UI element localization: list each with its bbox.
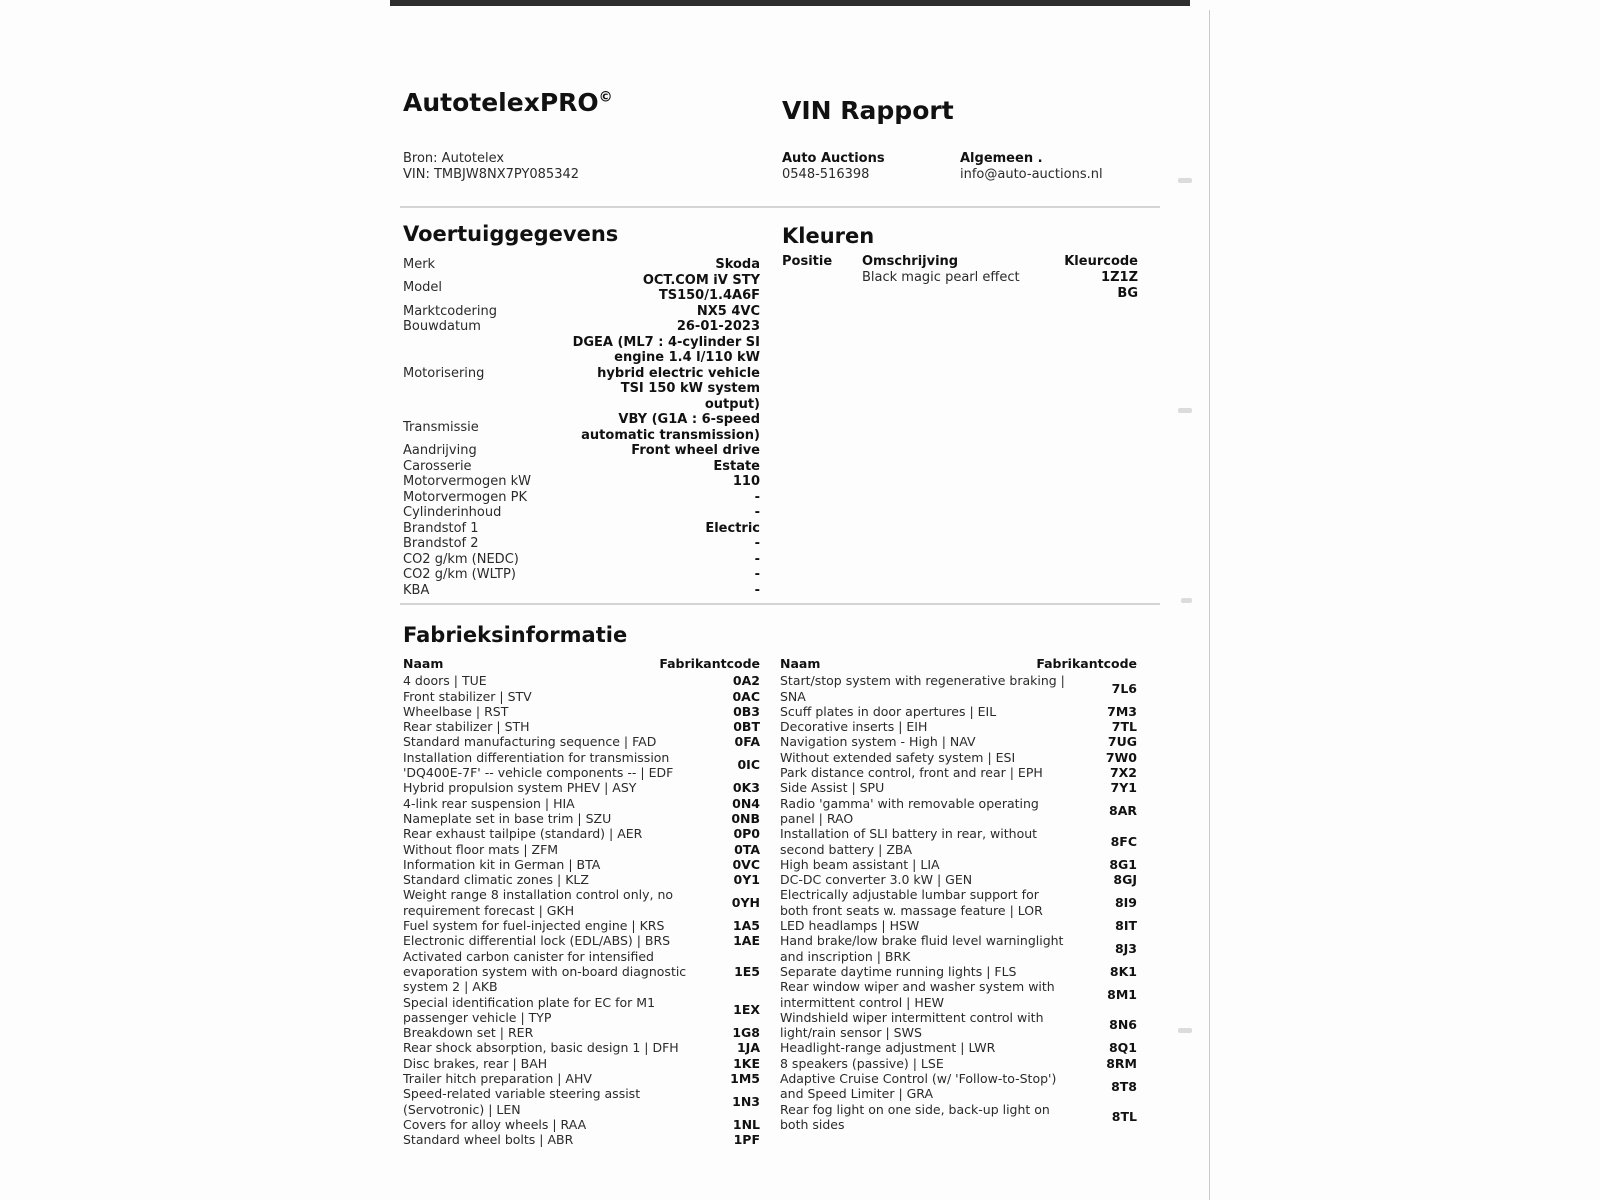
factory-row [780,826,1137,857]
factory-option-code: 0P0 [733,826,760,842]
factory-option-name: Electronic differential lock (EDL/ABS) | BRS [403,933,671,949]
factory-row [403,750,760,781]
factory-row [403,719,760,734]
factory-option-code: 0YH [731,895,760,911]
factory-row [403,1132,760,1147]
factory-option-code: 8J3 [1114,940,1137,956]
vehicle-attribute-row [403,443,760,459]
vehicle-attributes [403,257,760,598]
factory-left-header [403,656,760,671]
factory-option-name: Side Assist | SPU [780,780,885,796]
factory-row [403,1025,760,1040]
factory-row [780,1040,1137,1055]
colors-row [782,286,1138,302]
factory-row [403,796,760,811]
factory-row [780,1071,1137,1102]
factory-option-code: 7X2 [1109,765,1137,781]
factory-option-name: Hand brake/low brake fluid level warninglight and inscription | BRK [780,933,1064,964]
factory-option-code: 1AE [733,933,760,949]
vehicle-attribute-value: - [754,567,760,582]
vehicle-attribute-row [403,536,760,552]
factory-option-code: 7L6 [1111,680,1137,696]
company-phone: 0548-516398 [782,167,870,182]
factory-option-name: Rear exhaust tailpipe (standard) | AER [403,826,643,842]
factory-row [780,719,1137,734]
vehicle-attribute-row [403,474,760,490]
vehicle-attribute-label: Motorvermogen kW [403,474,531,489]
vehicle-attribute-label: Marktcodering [403,303,497,319]
copyright-symbol: © [598,89,613,106]
vehicle-attribute-label: Merk [403,257,436,272]
report-brand [403,88,613,117]
factory-row [780,796,1137,827]
scan-smudge [1178,178,1192,183]
header-separator [400,206,1160,208]
factory-option-name: Headlight-range adjustment | LWR [780,1040,996,1056]
vehicle-attribute-value: - [754,582,760,598]
factory-option-name: Standard climatic zones | KLZ [403,872,589,888]
contact-block [960,151,1103,183]
factory-row [403,949,760,995]
vehicle-attribute-row [403,273,760,304]
factory-name-header: Naam [780,656,821,671]
factory-option-name: Installation of SLI battery in rear, without second battery | ZBA [780,826,1038,857]
factory-option-name: Weight range 8 installation control only, no requirement forecast | GKH [403,887,674,918]
factory-row [780,933,1137,964]
factory-option-code: 8GJ [1113,872,1137,888]
factory-option-code: 0VC [732,856,760,872]
factory-option-code: 0AC [732,688,760,704]
factory-option-code: 1KE [733,1055,760,1071]
factory-option-code: 1M5 [730,1071,760,1087]
factory-row [780,964,1137,979]
factory-row [403,780,760,795]
vehicle-attribute-row [403,257,760,273]
color-kleurcode: 1Z1Z [1101,270,1138,285]
factory-option-name: Radio 'gamma' with removable operating panel | RAO [780,795,1039,826]
factory-option-code: 1N3 [732,1093,760,1109]
factory-row [403,1040,760,1055]
factory-row [780,765,1137,780]
factory-option-name: Rear fog light on one side, back-up light on both sides [780,1101,1050,1132]
scan-page-edge-line [1209,10,1210,1200]
factory-row [780,704,1137,719]
vehicle-attribute-value: Electric [705,520,760,536]
factory-row [780,734,1137,749]
factory-option-code: 0IC [737,757,760,773]
vehicle-attribute-label: Brandstof 2 [403,536,479,551]
vehicle-attribute-label: Brandstof 1 [403,520,479,536]
vehicle-attribute-label: Carosserie [403,458,472,474]
color-omschrijving [862,286,1058,302]
factory-option-name: Installation differentiation for transmission 'DQ400E-7F' -- vehicle components -- | EDF [403,749,674,781]
vehicle-section-title: Voertuiggegevens [403,222,619,246]
factory-row [780,1010,1137,1041]
factory-option-name: Rear stabilizer | STH [403,719,530,735]
factory-row [403,842,760,857]
vin-line: VIN: TMBJW8NX7PY085342 [403,167,580,182]
vehicle-attribute-label: Transmissie [403,419,479,435]
source-block [403,151,579,183]
vehicle-attribute-label: Motorisering [403,365,485,381]
factory-option-code: 1NL [732,1116,760,1132]
factory-row [403,673,760,688]
factory-option-code: 8I9 [1114,895,1137,911]
vehicle-attribute-value: OCT.COM iV STY TS150/1.4A6F [642,272,760,303]
scan-smudge [1178,408,1192,413]
colors-header-omschrijving: Omschrijving [862,254,959,269]
scan-artifact-top-bar [390,0,1190,6]
factory-option-code: 0NB [731,810,760,826]
factory-code-header: Fabrikantcode [1036,656,1137,671]
factory-row [403,887,760,918]
vehicle-attribute-row [403,521,760,537]
factory-option-name: Trailer hitch preparation | AHV [403,1071,592,1087]
factory-option-code: 7M3 [1107,703,1137,719]
factory-option-code: 8TL [1111,1109,1137,1125]
factory-row [403,1071,760,1086]
section-separator [400,603,1160,605]
factory-name-header: Naam [403,656,444,671]
vehicle-attribute-row [403,490,760,506]
factory-option-code: 7UG [1107,734,1137,750]
factory-option-code: 0B3 [733,703,760,719]
factory-option-name: Breakdown set | RER [403,1025,534,1041]
factory-option-code: 0K3 [732,780,760,796]
factory-option-name: Front stabilizer | STV [403,688,532,704]
factory-option-code: 1PF [733,1132,760,1148]
vehicle-attribute-label: Motorvermogen PK [403,489,527,505]
factory-option-code: 7W0 [1105,749,1137,765]
scan-smudge [1181,598,1192,603]
colors-section-title: Kleuren [782,224,875,248]
factory-option-name: Without extended safety system | ESI [780,749,1016,765]
factory-row [780,1102,1137,1133]
factory-option-code: 0Y1 [733,872,760,888]
factory-option-code: 1E5 [734,963,760,979]
factory-option-name: 4-link rear suspension | HIA [403,795,575,811]
factory-option-name: 8 speakers (passive) | LSE [780,1055,944,1071]
factory-option-code: 8T8 [1111,1078,1137,1094]
factory-option-code: 1JA [736,1040,760,1056]
factory-row [403,689,760,704]
factory-row [403,1117,760,1132]
vehicle-attribute-row [403,459,760,475]
contact-email: info@auto-auctions.nl [960,167,1103,182]
vehicle-attribute-row [403,319,760,335]
factory-code-header: Fabrikantcode [659,656,760,671]
vehicle-attribute-label: Aandrijving [403,443,477,458]
factory-option-name: Standard manufacturing sequence | FAD [403,734,657,750]
factory-row [403,1056,760,1071]
color-omschrijving: Black magic pearl effect [862,270,1020,285]
factory-option-name: Separate daytime running lights | FLS [780,963,1017,979]
factory-option-code: 1A5 [732,918,760,934]
scan-smudge [1178,1028,1192,1033]
factory-option-code: 0TA [734,841,760,857]
factory-row [403,704,760,719]
vehicle-attribute-row [403,412,760,443]
factory-option-name: Disc brakes, rear | BAH [403,1055,548,1071]
factory-row [780,673,1137,704]
factory-option-name: Electrically adjustable lumbar support for both front seats w. massage feature | LOR [780,887,1043,918]
factory-right-rows [780,673,1137,1132]
brand-text: AutotelexPRO [403,88,599,117]
factory-option-name: Wheelbase | RST [403,703,509,719]
color-positie [782,270,862,286]
vehicle-attribute-value: VBY (G1A : 6-speed automatic transmission) [581,412,760,443]
factory-option-name: Park distance control, front and rear | EPH [780,765,1043,781]
colors-header-row [782,254,1138,270]
colors-header-kleurcode: Kleurcode [1064,254,1138,269]
vehicle-attribute-label: CO2 g/km (NEDC) [403,551,519,567]
vehicle-attribute-value: - [754,505,760,520]
factory-section-title: Fabrieksinformatie [403,623,628,647]
factory-option-name: Windshield wiper intermittent control with light/rain sensor | SWS [780,1009,1044,1041]
vehicle-attribute-label: Cylinderinhoud [403,505,502,520]
vehicle-attribute-value: Estate [713,458,760,474]
vehicle-attribute-row [403,583,760,599]
colors-rows [782,270,1138,302]
factory-option-code: 0A2 [732,673,760,689]
vehicle-attribute-label: Bouwdatum [403,319,481,334]
factory-option-code: 1G8 [732,1025,760,1041]
factory-option-name: Scuff plates in door apertures | EIL [780,703,997,719]
factory-row [403,1086,760,1117]
factory-option-name: DC-DC converter 3.0 kW | GEN [780,872,973,888]
company-name: Auto Auctions [782,151,885,166]
vehicle-attribute-label: KBA [403,582,430,598]
factory-row [780,780,1137,795]
factory-option-name: Covers for alloy wheels | RAA [403,1116,587,1132]
factory-option-name: Speed-related variable steering assist (Servotronic) | LEN [403,1086,641,1117]
factory-row [403,933,760,948]
factory-row [403,918,760,933]
factory-option-code: 8AR [1109,803,1137,819]
factory-row [780,918,1137,933]
factory-row [780,857,1137,872]
vehicle-attribute-value: Front wheel drive [631,443,760,458]
factory-option-code: 8IT [1115,918,1137,934]
factory-option-code: 1EX [733,1002,760,1018]
factory-option-name: Without floor mats | ZFM [403,841,559,857]
factory-table-left [403,656,760,1148]
factory-option-code: 0FA [734,734,760,750]
factory-option-name: Fuel system for fuel-injected engine | KRS [403,918,665,934]
factory-option-name: Decorative inserts | EIH [780,719,928,735]
factory-option-code: 7Y1 [1110,780,1137,796]
company-block [782,151,885,183]
color-kleurcode: BG [1117,286,1138,301]
factory-row [780,872,1137,887]
factory-option-code: 0N4 [732,795,760,811]
vehicle-attribute-value: 26-01-2023 [676,319,760,334]
factory-option-name: Activated carbon canister for intensified evaporation system with on-board diagnostic system 2 | AKB [403,948,687,995]
factory-option-name: Navigation system - High | NAV [780,734,976,750]
factory-option-code: 8N6 [1109,1017,1137,1033]
factory-row [780,1056,1137,1071]
factory-option-name: Standard wheel bolts | ABR [403,1132,574,1148]
factory-option-code: 8FC [1110,833,1137,849]
colors-table [782,254,1138,302]
factory-option-name: Nameplate set in base trim | SZU [403,810,612,826]
colors-header-positie: Positie [782,254,833,269]
report-title: VIN Rapport [782,96,954,125]
vehicle-attribute-value: - [754,536,760,551]
factory-option-name: Adaptive Cruise Control (w/ 'Follow-to-Stop') and Speed Limiter | GRA [780,1071,1057,1102]
factory-row [403,734,760,749]
factory-option-name: Hybrid propulsion system PHEV | ASY [403,780,637,796]
factory-row [780,979,1137,1010]
factory-option-code: 7TL [1111,719,1137,735]
factory-row [780,887,1137,918]
factory-option-code: 8G1 [1109,856,1137,872]
vehicle-attribute-value: - [754,551,760,567]
factory-option-name: LED headlamps | HSW [780,918,920,934]
factory-option-name: Start/stop system with regenerative braking | SNA [780,673,1065,704]
factory-option-code: 8Q1 [1108,1040,1137,1056]
vehicle-attribute-row [403,552,760,568]
vehicle-attribute-label: CO2 g/km (WLTP) [403,567,516,582]
factory-row [403,995,760,1026]
vehicle-attribute-value: 110 [732,474,760,489]
factory-option-code: 8M1 [1107,986,1137,1002]
vehicle-attribute-value: - [754,489,760,505]
vehicle-attribute-row [403,567,760,583]
colors-row [782,270,1138,286]
factory-option-code: 8K1 [1109,963,1137,979]
factory-right-header [780,656,1137,671]
source-line: Bron: Autotelex [403,151,505,166]
vehicle-attribute-value: Skoda [715,257,760,272]
contact-label: Algemeen . [960,151,1043,166]
factory-option-name: Rear shock absorption, basic design 1 | DFH [403,1040,679,1056]
vehicle-attribute-row [403,505,760,521]
color-positie [782,286,862,302]
vehicle-attribute-value: DGEA (ML7 : 4-cylinder SI engine 1.4 l/110 kW hybrid electric vehicle TSI 150 kW system output) [572,334,760,412]
factory-option-code: 8RM [1106,1055,1137,1071]
factory-option-name: 4 doors | TUE [403,673,487,689]
factory-option-name: Information kit in German | BTA [403,856,601,872]
factory-row [403,872,760,887]
factory-option-code: 0BT [733,719,760,735]
factory-left-rows [403,673,760,1147]
factory-row [403,826,760,841]
factory-option-name: Rear window wiper and washer system with intermittent control | HEW [780,979,1055,1010]
factory-option-name: High beam assistant | LIA [780,856,940,872]
vehicle-attribute-row [403,304,760,320]
vehicle-attribute-row [403,335,760,413]
factory-row [403,857,760,872]
factory-row [780,750,1137,765]
factory-option-name: Special identification plate for EC for M1 passenger vehicle | TYP [403,994,656,1025]
vehicle-attribute-value: NX5 4VC [696,303,760,319]
factory-table-right [780,656,1137,1132]
vehicle-attribute-label: Model [403,280,443,296]
factory-row [403,811,760,826]
